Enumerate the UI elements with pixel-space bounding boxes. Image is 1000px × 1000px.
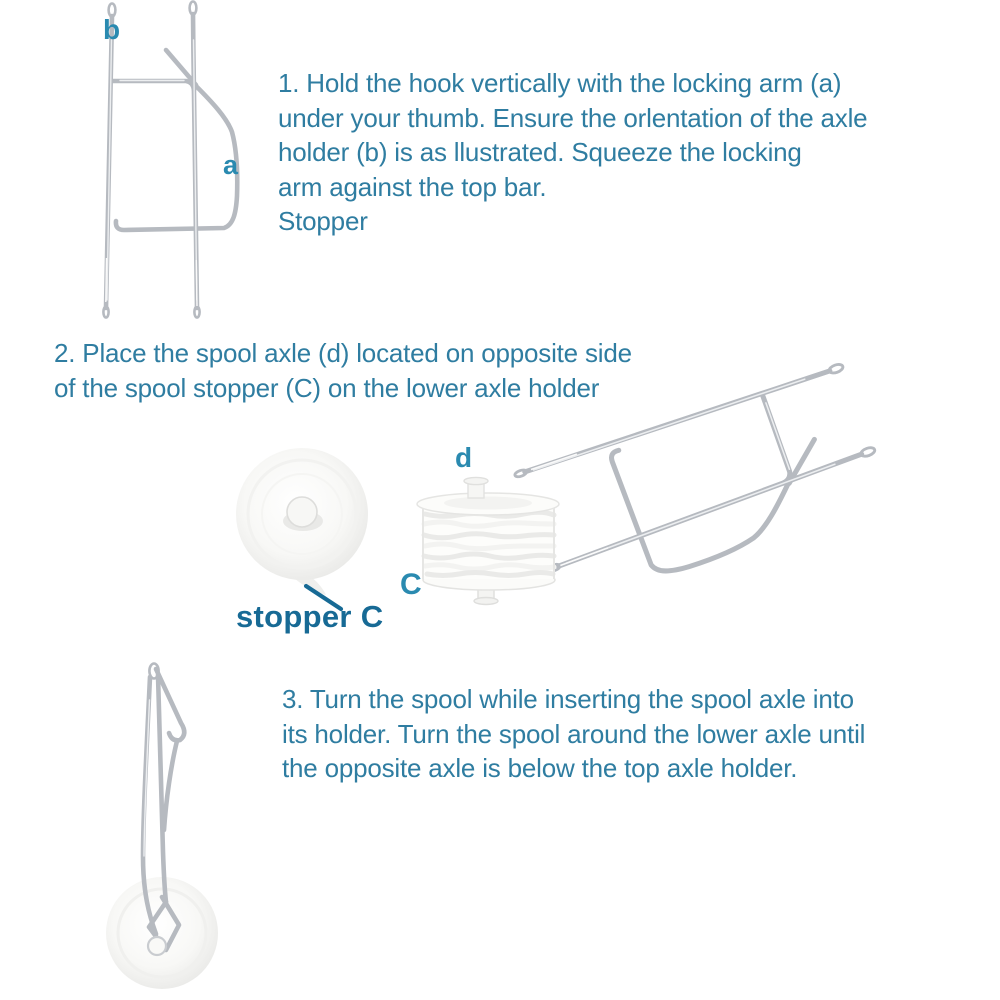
step-2-instructions	[54, 336, 632, 405]
step-1-line: holder (b) is as llustrated. Squeeze the locking	[278, 137, 802, 167]
step-3-line: the opposite axle is below the top axle holder.	[282, 753, 798, 783]
stopper-disc-illustration	[236, 448, 368, 595]
label-locking-arm-a: a	[223, 150, 239, 180]
label-axle-holder-b: b	[103, 14, 121, 45]
thread-spool-illustration	[417, 477, 559, 604]
step-1-instructions	[278, 66, 867, 239]
label-stopper-caption: stopper C	[236, 599, 384, 634]
step-2-line: 2. Place the spool axle (d) located on opposite side	[54, 338, 632, 368]
step-3-instructions	[282, 682, 865, 786]
label-spool-axle-d: d	[455, 442, 473, 473]
wire-hook-upright-illustration	[103, 2, 237, 318]
step-3-line: its holder. Turn the spool around the lower axle until	[282, 718, 866, 749]
step-3-line: 3. Turn the spool while inserting the spool axle into	[282, 684, 854, 714]
label-spool-stopper-c: C	[400, 568, 422, 601]
hook-side-view-with-spool-illustration	[106, 664, 218, 990]
step-2-line: of the spool stopper (C) on the lower axle holder	[54, 372, 600, 403]
step-1-line: under your thumb. Ensure the orlentation of the axle	[278, 102, 868, 133]
step-1-line: 1. Hold the hook vertically with the locking arm (a)	[278, 68, 842, 98]
step-1-line: arm against the top bar.	[278, 171, 547, 202]
step-1-line: Stopper	[278, 206, 368, 236]
